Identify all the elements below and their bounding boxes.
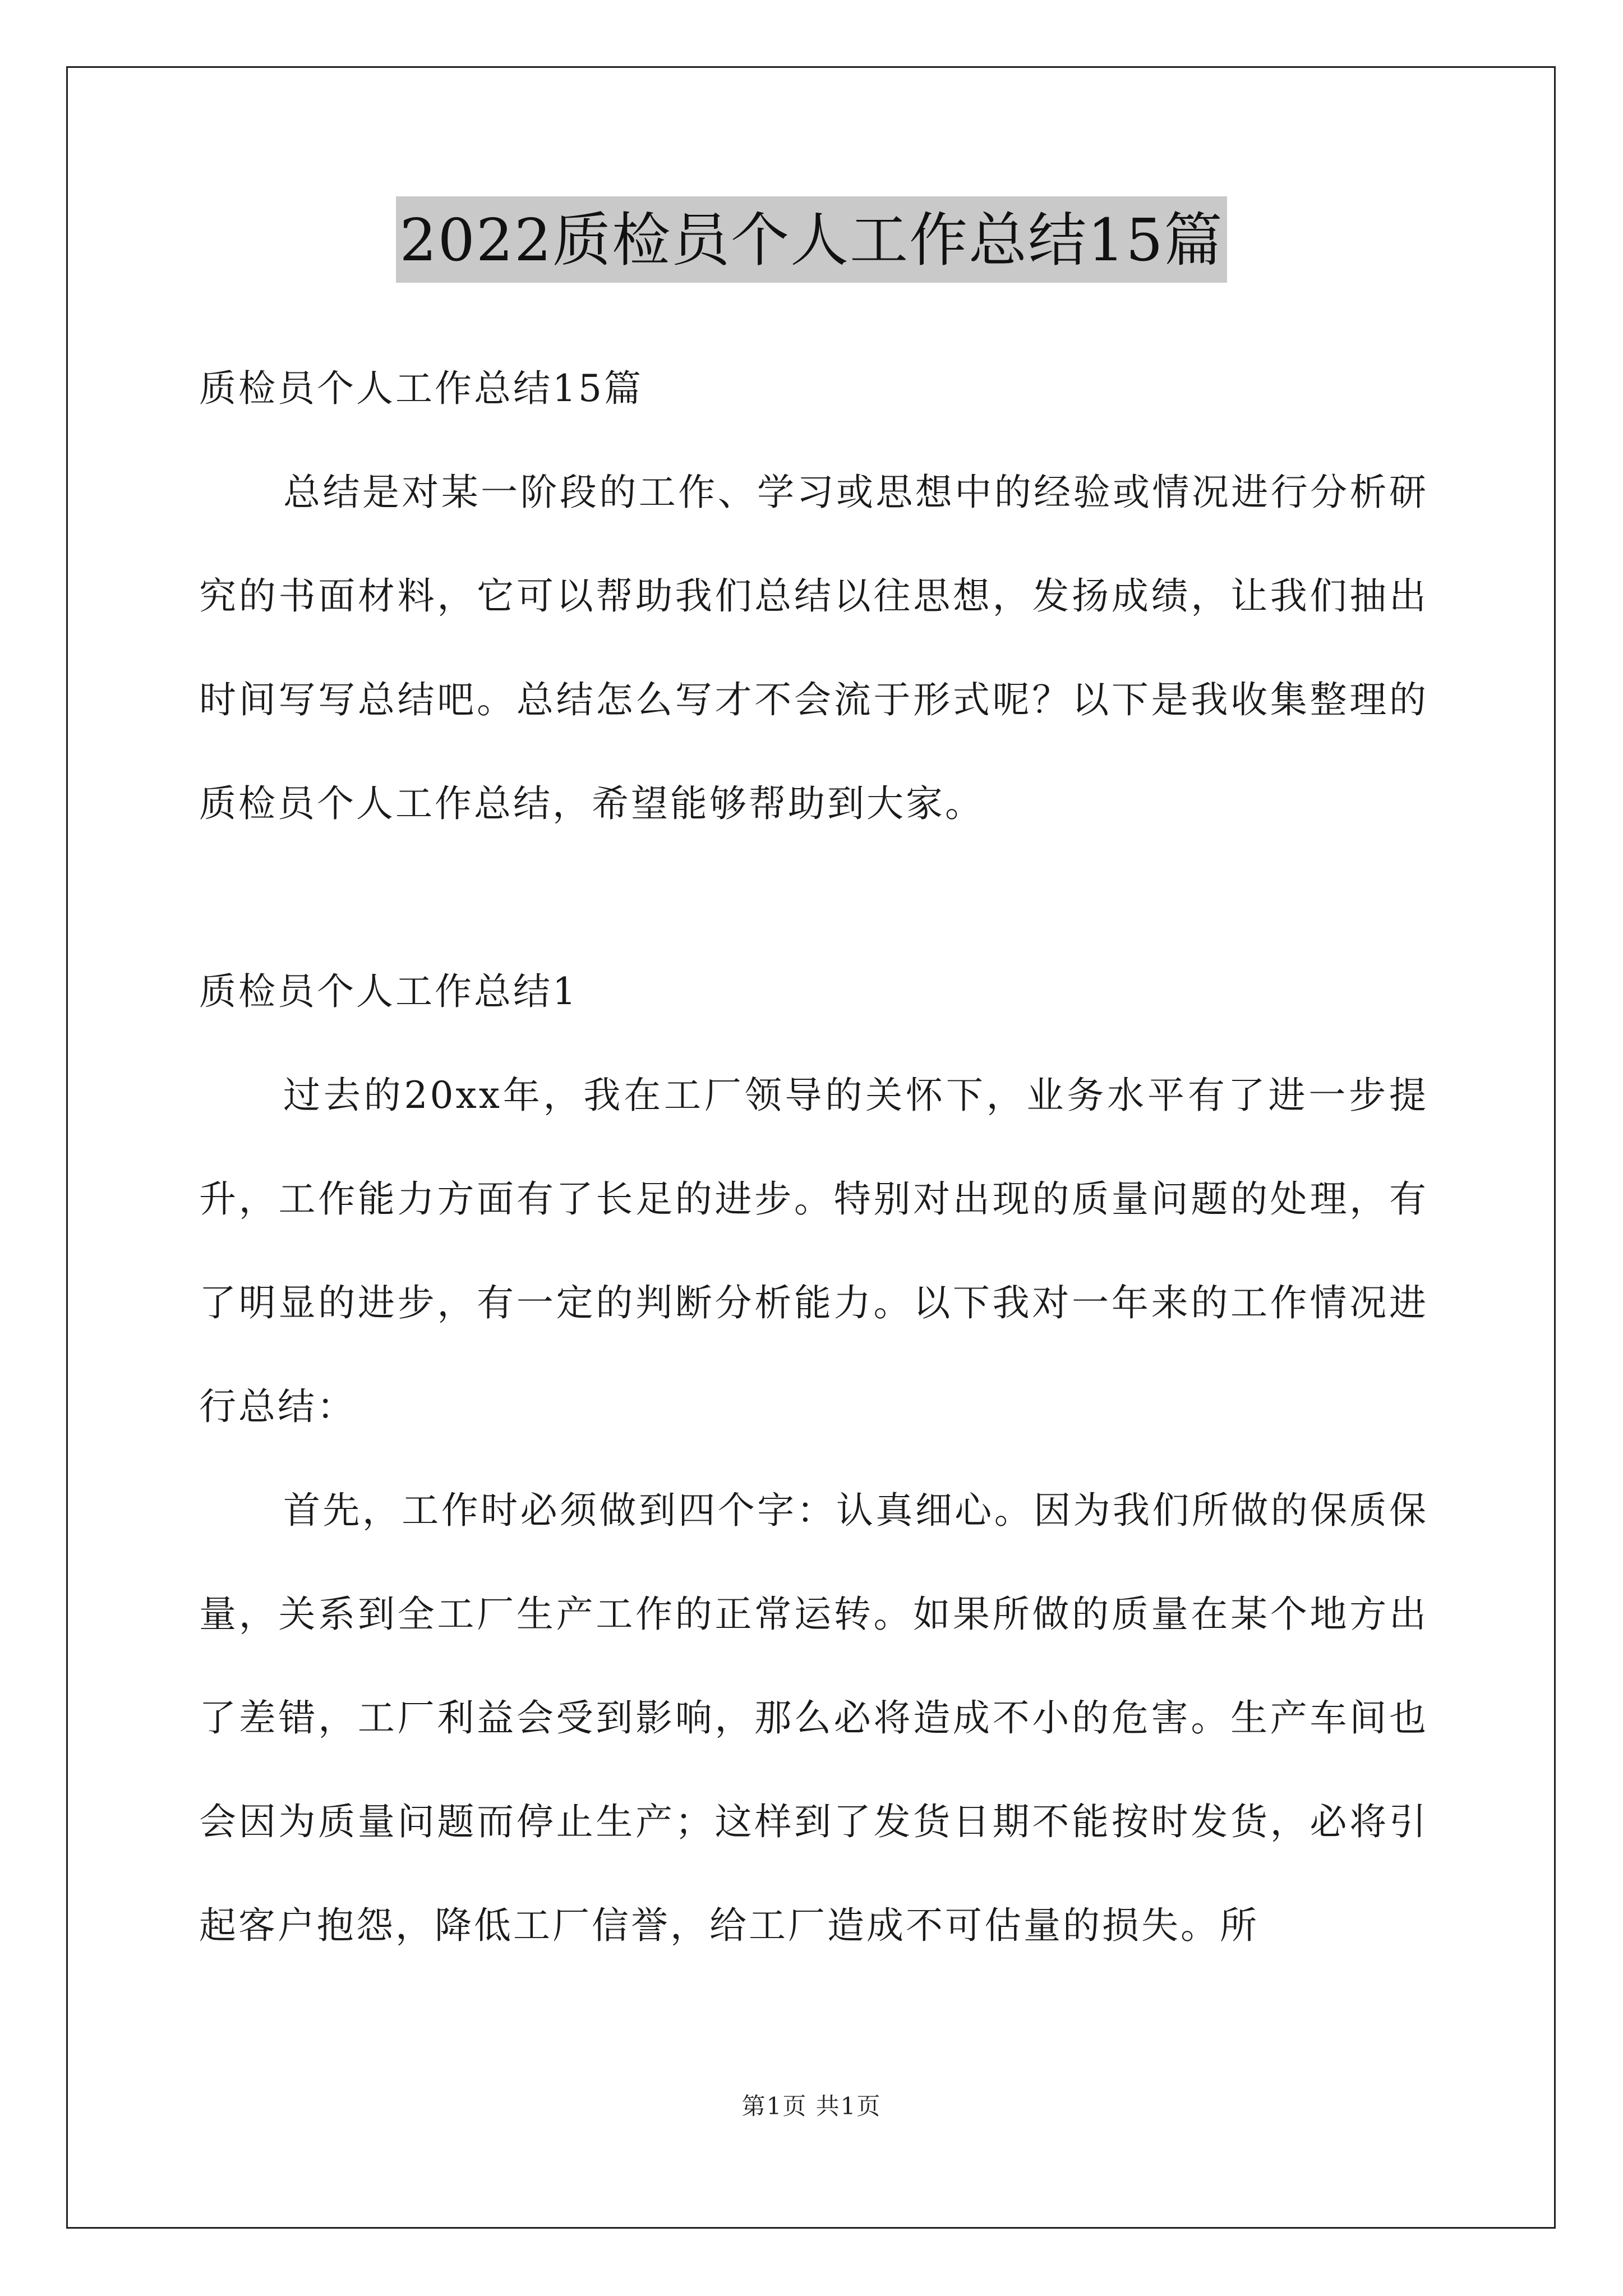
- title-container: [0, 196, 1623, 283]
- body-paragraph: 过去的20xx年，我在工厂领导的关怀下，业务水平有了进一步提升，工作能力方面有了长足的进步。特别对出现的质量问题的处理，有了明显的进步，有一定的判断分析能力。以下我对一年来的工作情况进行总结：: [199, 1074, 1428, 1428]
- body-paragraph: 首先，工作时必须做到四个字：认真细心。因为我们所做的保质保量，关系到全工厂生产工作的正常运转。如果所做的质量在某个地方出了差错，工厂利益会受到影响，那么必将造成不小的危害。生产车间也会因为质量问题而停止生产；这样到了发货日期不能按时发货，必将引起客户抱怨，降低工厂信誉，给工厂造成不可估量的损失。所: [199, 1489, 1428, 1947]
- section-heading: 质检员个人工作总结1: [199, 970, 578, 1013]
- document-body: [199, 337, 1428, 1977]
- intro-paragraph: 总结是对某一阶段的工作、学习或思想中的经验或情况进行分析研究的书面材料，它可以帮助我们总结以往思想，发扬成绩，让我们抽出时间写写总结吧。总结怎么写才不会流于形式呢？以下是我收集整理的质检员个人工作总结，希望能够帮助到大家。: [199, 471, 1428, 825]
- page-footer: 第1页 共1页: [741, 2092, 882, 2120]
- section-spacer: [199, 855, 1428, 940]
- document-title: 2022质检员个人工作总结15篇: [396, 196, 1227, 283]
- document-subtitle: 质检员个人工作总结15篇: [199, 367, 643, 410]
